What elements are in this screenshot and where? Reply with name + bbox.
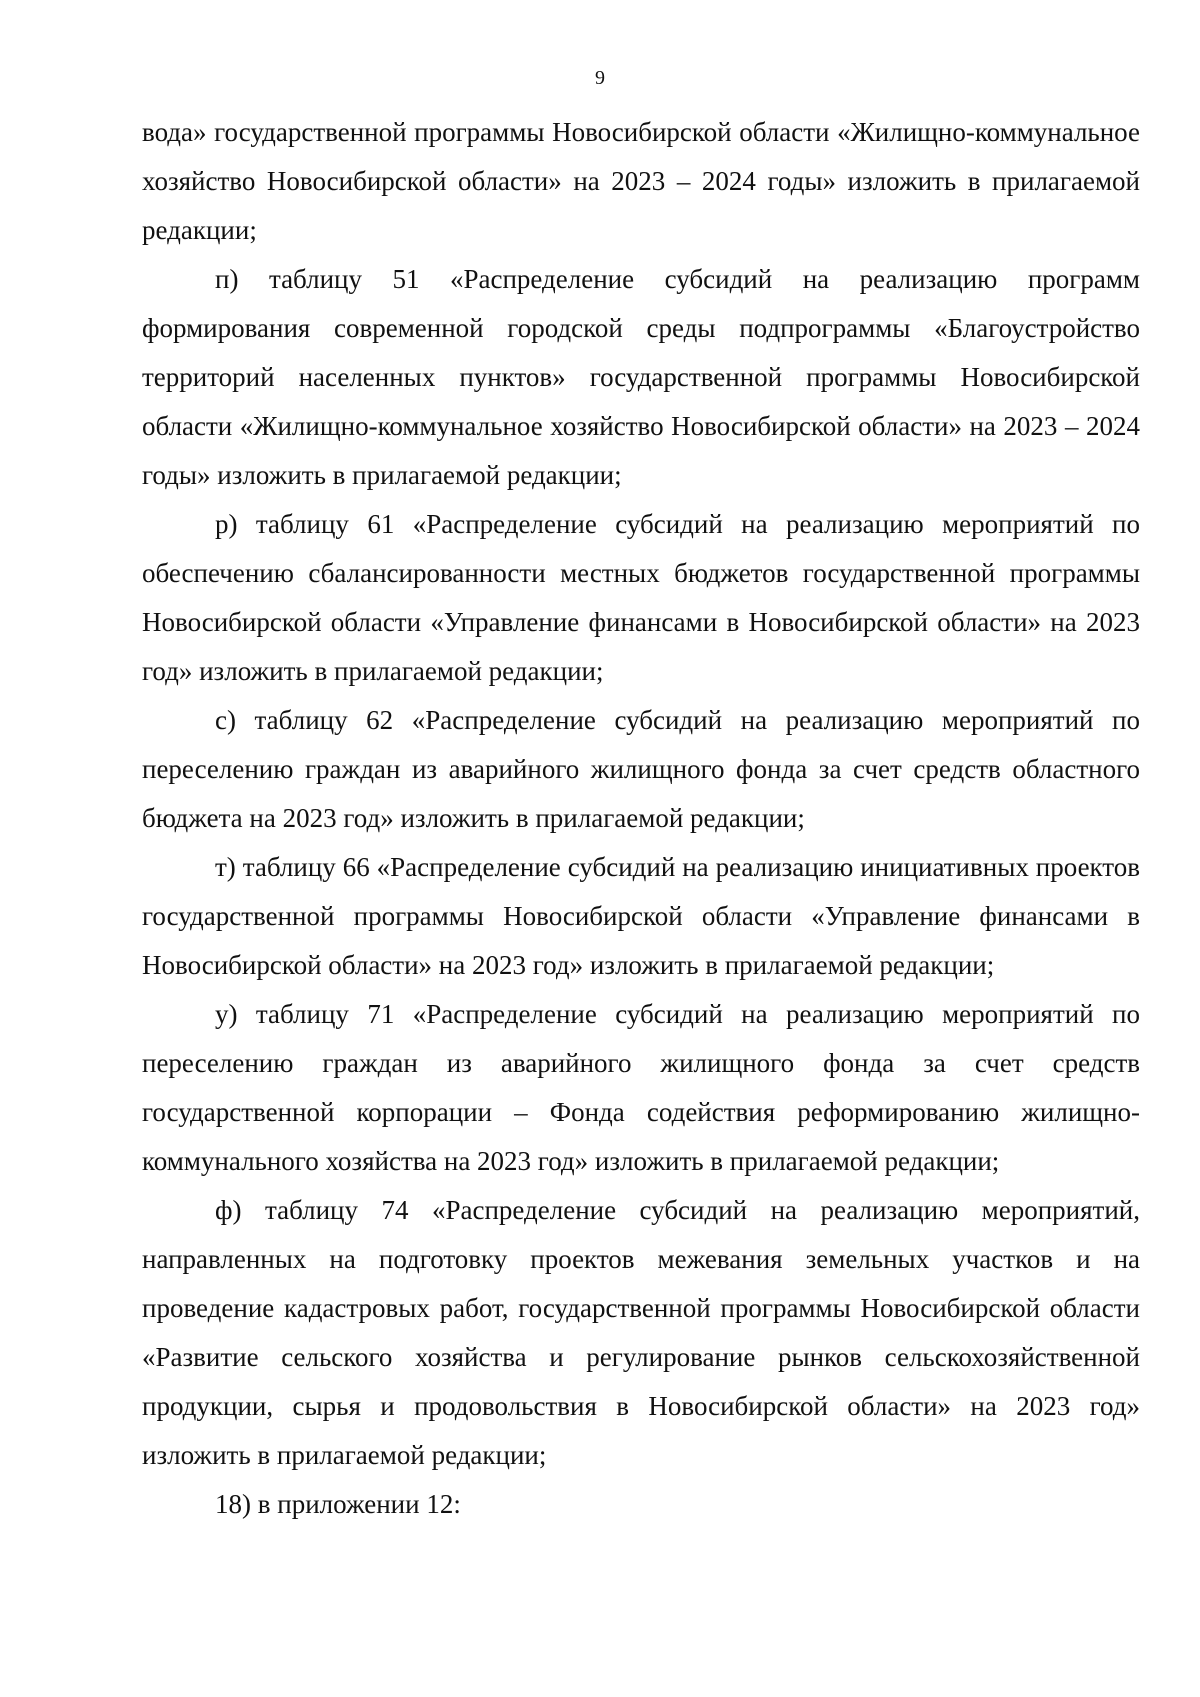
paragraph-item-18: 18) в приложении 12: bbox=[215, 1489, 461, 1519]
paragraph-item-s: с) таблицу 62 «Распределение субсидий на реализацию мероприятий по переселению граждан из аварийного жилищного фонда за счет средств областного бюджета на 2023 год» изложить в прилагаемой редакции; bbox=[142, 705, 1140, 833]
paragraph-continuation: вода» государственной программы Новосибирской области «Жилищно-коммунальное хозяйство Новосибирской области» на 2023 – 2024 годы» изложить в прилагаемой редакции; bbox=[142, 117, 1140, 245]
paragraph-item-f: ф) таблицу 74 «Распределение субсидий на реализацию мероприятий, направленных на подготовку проектов межевания земельных участков и на проведение кадастровых работ, государственной программы Новосибирской области «Развитие сельского хозяйства и регулирование рынков сельскохозяйственной продукции, сырья и продовольствия в Новосибирской области» на 2023 год» изложить в прилагаемой редакции; bbox=[142, 1195, 1140, 1470]
document-body bbox=[142, 108, 1140, 1529]
paragraph-item-r: р) таблицу 61 «Распределение субсидий на реализацию мероприятий по обеспечению сбалансированности местных бюджетов государственной программы Новосибирской области «Управление финансами в Новосибирской области» на 2023 год» изложить в прилагаемой редакции; bbox=[142, 509, 1140, 686]
page-number: 9 bbox=[595, 67, 605, 89]
paragraph-item-p: п) таблицу 51 «Распределение субсидий на реализацию программ формирования современной городской среды подпрограммы «Благоустройство территорий населенных пунктов» государственной программы Новосибирской области «Жилищно-коммунальное хозяйство Новосибирской области» на 2023 – 2024 годы» изложить в прилагаемой редакции; bbox=[142, 264, 1140, 490]
paragraph-item-u: у) таблицу 71 «Распределение субсидий на реализацию мероприятий по переселению граждан из аварийного жилищного фонда за счет средств государственной корпорации – Фонда содействия реформированию жилищно-коммунального хозяйства на 2023 год» изложить в прилагаемой редакции; bbox=[142, 999, 1140, 1176]
paragraph-item-t: т) таблицу 66 «Распределение субсидий на реализацию инициативных проектов государственной программы Новосибирской области «Управление финансами в Новосибирской области» на 2023 год» изложить в прилагаемой редакции; bbox=[142, 852, 1140, 980]
